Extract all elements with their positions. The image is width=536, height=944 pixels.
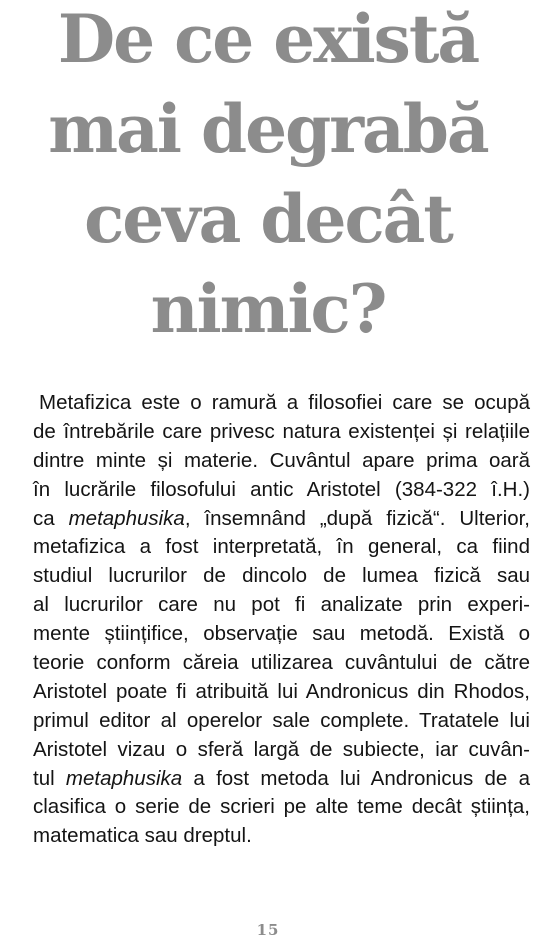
body-line [33,533,530,562]
body-line [33,620,530,649]
body-text-segment: Metafizica este o ramură a filosofiei care se ocupă [39,391,530,414]
body-line [33,822,530,851]
page-number: 15 [256,921,280,939]
title-line: ceva decât [84,180,452,258]
emphasized-term: metaphusika [68,506,185,530]
body-line [33,649,530,678]
body-text-segment: a fost metoda lui Andronicus de a [182,766,530,790]
body-text-segment: metafizica a fost interpretată, în general, ca fiind [33,535,530,559]
body-text-segment: Aristotel vizau o sferă largă de subiecte, iar cuvân- [33,737,530,761]
body-text-segment: dintre minte și materie. Cuvântul apare prima oară [33,448,530,472]
body-text-segment: mente științifice, observație sau metodă. Există o [33,622,530,646]
body-text-segment: clasifica o serie de scrieri pe alte teme decât știința, [33,795,530,819]
body-line [33,476,530,505]
body-line [33,505,530,534]
emphasized-term: metaphusika [65,766,183,790]
body-paragraph [33,389,530,851]
body-text-segment: al lucrurilor care nu pot fi analizate prin experi- [33,593,530,617]
body-text-segment: , însemnând „după fizică“. Ulterior, [184,506,530,530]
body-line [33,793,530,822]
body-line [33,562,530,591]
body-text-segment: în lucrările filosofului antic Aristotel (384-322 î.H.) [33,477,530,501]
body-text-segment: tul [33,766,66,790]
title-line: De ce există [57,0,479,78]
body-line [33,591,530,620]
body-line [33,447,530,476]
body-text-segment: de întrebările care privesc natura existenței și relațiile [33,419,530,443]
body-text-segment: primul editor al operelor sale complete. Tratatele lui [33,708,530,732]
body-text-segment: teorie conform căreia utilizarea cuvântului de către [33,651,530,675]
title-line: mai degrabă [48,90,488,168]
body-line [33,389,530,418]
body-line [33,678,530,707]
body-text-segment: matematica sau dreptul. [33,824,252,848]
body-line [33,765,530,794]
body-text-segment: Aristotel poate fi atribuită lui Andronicus din Rhodos, [33,679,530,703]
body-text-segment: studiul lucrurilor de dincolo de lumea fizică sau [33,564,530,588]
body-line [33,418,530,447]
body-text-segment: ca [33,506,69,530]
body-line [33,736,530,765]
title-line: nimic? [150,270,386,348]
body-line [33,707,530,736]
